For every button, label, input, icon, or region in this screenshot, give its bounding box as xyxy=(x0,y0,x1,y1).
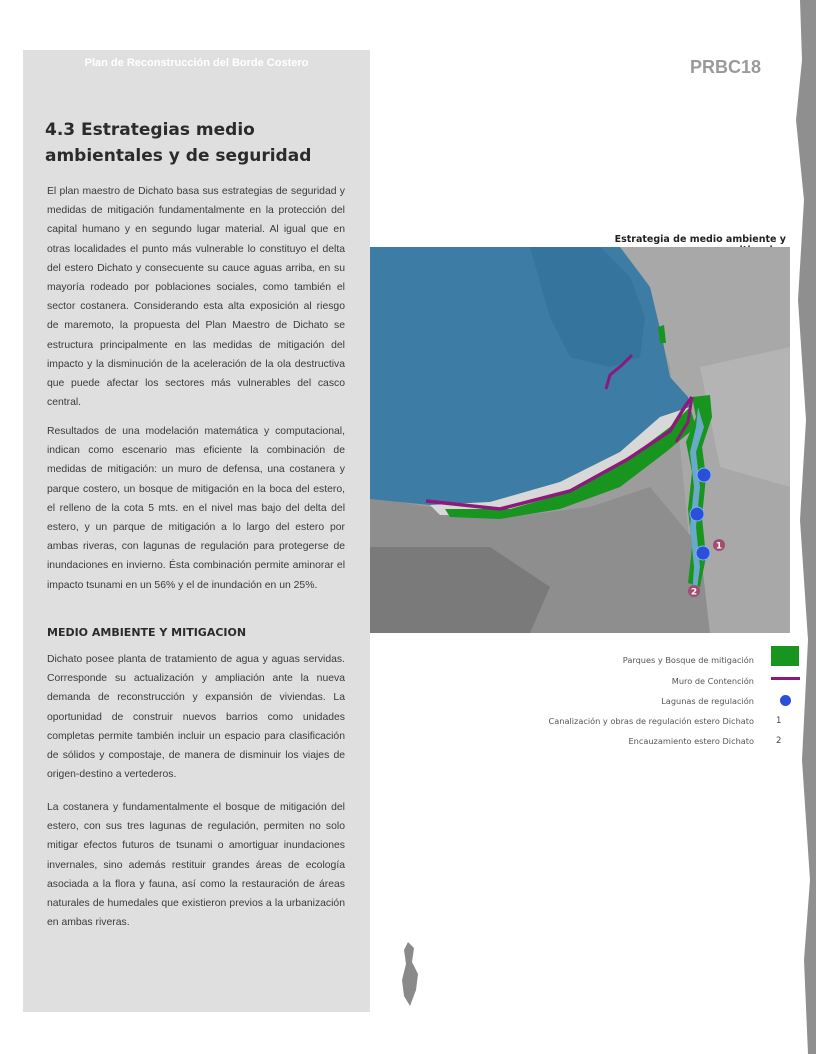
paragraph: El plan maestro de Dichato basa sus estrategias de seguridad y medidas de mitigación fundamentalmente en la protección del capital humano y en segundo lugar material. Al igual que en otras localidades el punto más vulnerable lo constituyo el delta del estero Dichato y consecuente su cauce aguas arriba, en su mayoría rodeado por poblaciones sociales, como también el sector costanera. Considerando esta alta exposición al riesgo de maremoto, la propuesta del Plan Maestro de Dichato se estructura principalmente en las medidas de mitigación del impacto y la disminución de la aceleración de la ola destructiva que puede afectar los sectores más vulnerables del casco central. xyxy=(47,186,345,409)
subsection-title: MEDIO AMBIENTE Y MITIGACION xyxy=(47,626,247,639)
marker-1-label: 1 xyxy=(715,541,723,552)
document-code: PRBC18 xyxy=(690,57,762,77)
legend-label: Muro de Contención xyxy=(671,676,754,686)
purple-line-symbol xyxy=(771,677,800,680)
legend-label: Lagunas de regulación xyxy=(661,696,754,706)
legend-number: 1 xyxy=(776,716,782,726)
document-title: Plan de Reconstrucción del Borde Costero xyxy=(84,57,309,69)
section-title xyxy=(45,117,345,169)
legend-number: 2 xyxy=(776,736,782,746)
marker-2-label: 2 xyxy=(690,587,698,598)
page-number: 24 xyxy=(720,950,785,1004)
blue-dot-symbol xyxy=(780,695,791,706)
section-title-line-1: 4.3 Estrategias medio xyxy=(45,120,255,140)
text-panel xyxy=(23,50,370,1012)
legend-label: Encauzamiento estero Dichato xyxy=(628,736,754,746)
map-caption: Estrategia de medio ambiente y xyxy=(614,234,786,245)
paragraph: La costanera y fundamentalmente el bosque de mitigación del estero, con sus tres lagunas de regulación, permiten no solo mitigar efectos futuros de tsunami o amortiguar inundaciones invernales, sino además restituir grandes áreas de ecología asociada a la flora y fauna, así como la restauración de áreas naturales de humedales que existieron previos a la urbanización en ambas riveras. xyxy=(47,802,345,929)
aerial-map xyxy=(370,247,790,633)
paragraph: Dichato posee planta de tratamiento de agua y aguas servidas. Corresponde su actualización y ampliación ante la nueva demanda de reconstrucción y expansión de viviendas. La oportunidad de construir nuevos barrios como unidades completas permite también incluir un espacio para clasificación de sólidos y compostaje, de manera de disminuir los viajes de origen-destino a vertederos. xyxy=(47,654,345,781)
green-block-symbol xyxy=(771,646,799,666)
paragraph: Resultados de una modelación matemática y computacional, indican como escenario mas eficiente la combinación de medidas de mitigación: un muro de defensa, una costanera y parque costero, un bosque de mitigación en la boca del estero, el relleno de la cota 5 mts. en el nivel mas bajo del delta del estero, y un parque de mitigación a lo largo del estero por ambas riveras, con lagunas de regulación para protegerse de inundaciones en invierno. Ésta combinación permite aminorar el impacto tsunami en un 56% y el de inundación en un 25%. xyxy=(47,426,345,591)
legend-label: Canalización y obras de regulación estero Dichato xyxy=(548,716,754,726)
section-title-line-2: ambientales y de seguridad xyxy=(45,146,312,166)
legend-label: Parques y Bosque de mitigación xyxy=(622,655,754,665)
islet-decoration xyxy=(396,940,426,1010)
